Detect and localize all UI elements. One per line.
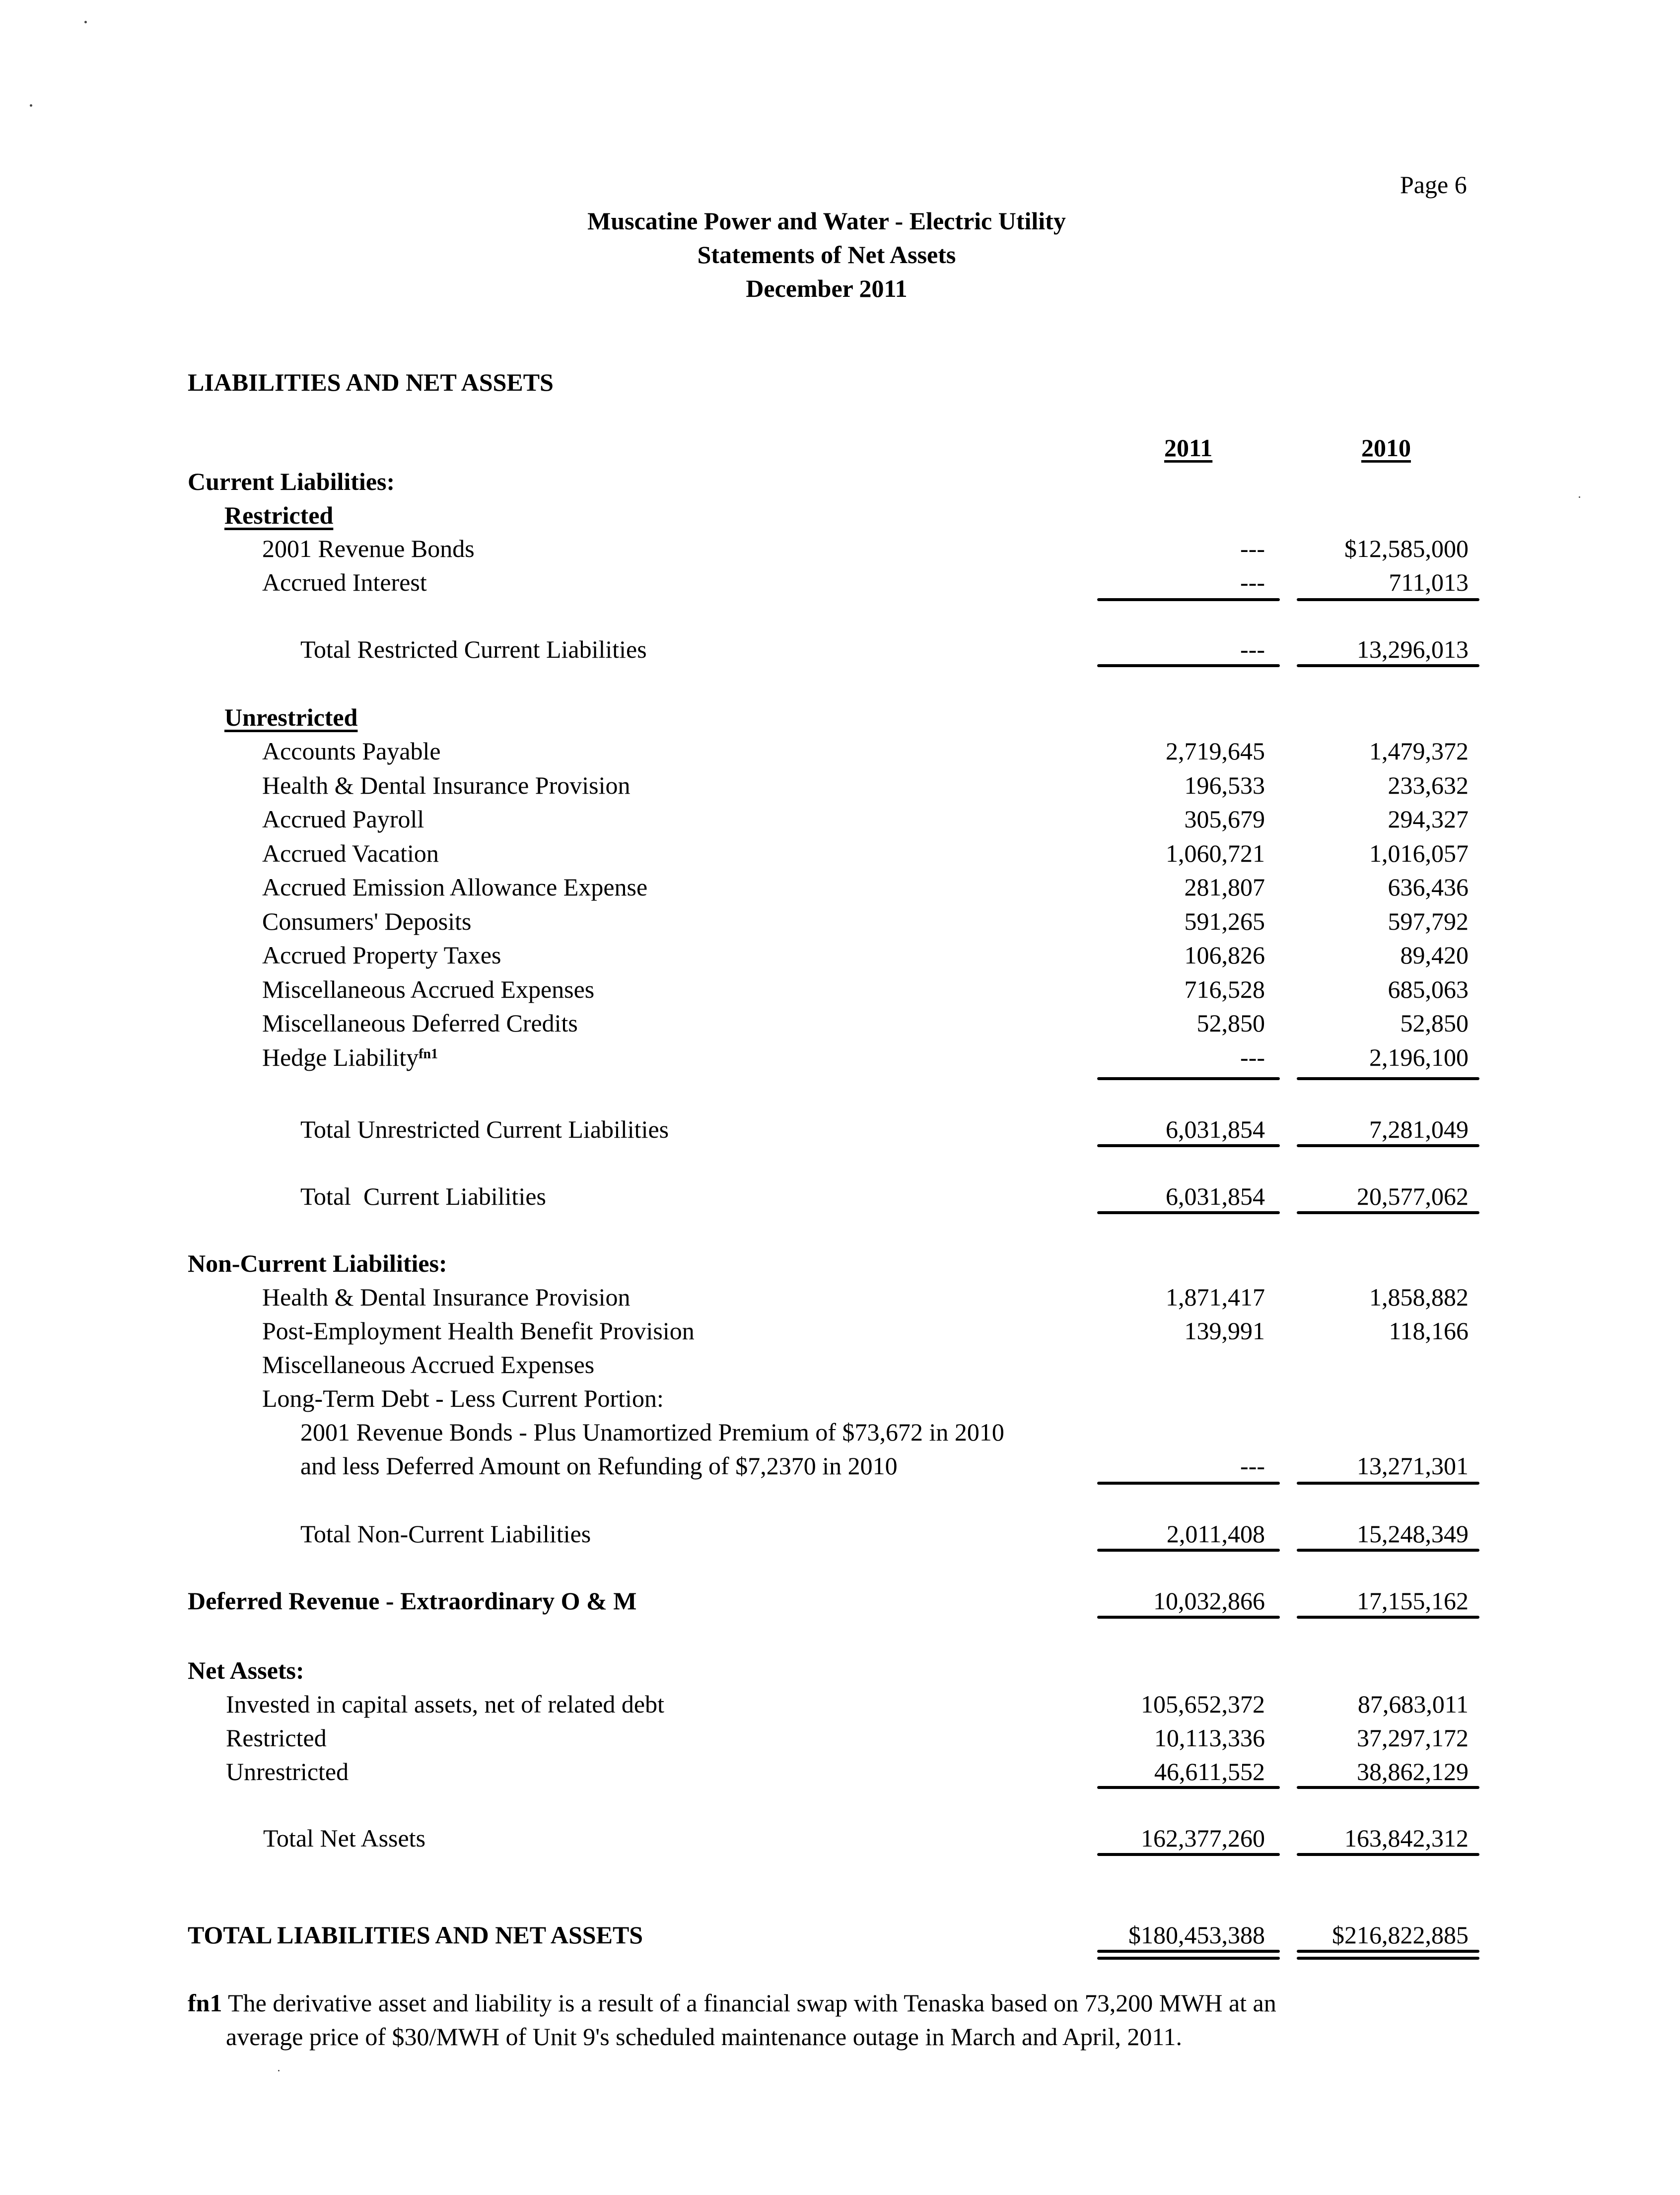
row-label	[262, 736, 441, 766]
value-2011: 1,060,721	[1166, 839, 1265, 867]
value-2010: 87,683,011	[1357, 1690, 1469, 1718]
value-2010: 711,013	[1389, 568, 1469, 596]
total-rule	[1097, 1616, 1280, 1619]
row-label	[262, 770, 630, 800]
non-current-liabilities-heading: Non-Current Liabilities:	[188, 1249, 447, 1277]
footnote-line-1: The derivative asset and liability is a result of a financial swap with Tenaska based on 73,200 MWH at an	[228, 1989, 1276, 2017]
value-2011: 591,265	[1184, 907, 1265, 935]
row-label: Accrued Interest	[262, 568, 427, 596]
value-2010: 7,281,049	[1369, 1115, 1469, 1143]
row-label	[262, 1008, 578, 1038]
subtotal-rule	[1097, 1077, 1280, 1080]
total-rule	[1097, 1549, 1280, 1552]
row-label	[262, 1282, 630, 1312]
value-2011: 10,032,866	[1153, 1587, 1265, 1615]
row-label-text: Health & Dental Insurance Provision	[262, 1283, 630, 1311]
row-label	[262, 1383, 664, 1413]
current-liabilities-heading: Current Liabilities:	[188, 468, 395, 495]
value-2010: 597,792	[1388, 907, 1469, 935]
subtotal-rule	[1097, 1482, 1280, 1485]
double-rule-bottom	[1097, 1957, 1280, 1960]
company-name: Muscatine Power and Water - Electric Utility	[587, 207, 1066, 235]
net-assets-heading: Net Assets:	[188, 1656, 304, 1684]
scan-speck	[1579, 496, 1580, 498]
row-label: Total Current Liabilities	[300, 1182, 546, 1210]
value-2011: 10,113,336	[1154, 1724, 1265, 1752]
subtotal-rule	[1297, 1077, 1479, 1080]
row-label: Deferred Revenue - Extraordinary O & M	[188, 1587, 637, 1615]
subtotal-rule	[1097, 1786, 1280, 1789]
row-label: Total Restricted Current Liabilities	[300, 635, 647, 663]
row-label	[262, 872, 647, 902]
row-label: Total Unrestricted Current Liabilities	[300, 1115, 669, 1143]
row-label-text: Accrued Emission Allowance Expense	[262, 873, 648, 901]
total-rule	[1297, 1549, 1479, 1552]
value-2010: 1,858,882	[1369, 1283, 1469, 1311]
row-label	[226, 1689, 664, 1719]
row-label-text: Accrued Payroll	[262, 805, 424, 833]
value-2011: 52,850	[1196, 1009, 1265, 1037]
value-2010: 13,271,301	[1357, 1452, 1469, 1480]
value-2011: 1,871,417	[1166, 1283, 1265, 1311]
row-label-text: Health & Dental Insurance Provision	[262, 771, 630, 799]
value-2010: 2,196,100	[1369, 1043, 1469, 1071]
scan-speck	[278, 2070, 280, 2071]
value-2010: 13,296,013	[1357, 635, 1469, 663]
row-label: TOTAL LIABILITIES AND NET ASSETS	[188, 1921, 643, 1949]
value-2010: $216,822,885	[1332, 1921, 1469, 1949]
total-rule	[1097, 1211, 1280, 1214]
row-label: Total Net Assets	[263, 1824, 426, 1852]
column-header-2010: 2010	[1361, 434, 1411, 462]
footnote	[188, 1988, 1276, 2018]
value-2011: 281,807	[1184, 873, 1265, 901]
value-2010: 118,166	[1389, 1317, 1469, 1345]
value-2011: 2,719,645	[1166, 737, 1265, 765]
total-rule	[1297, 1144, 1479, 1147]
row-label-text: Miscellaneous Accrued Expenses	[262, 1351, 595, 1378]
value-2010: 17,155,162	[1357, 1587, 1469, 1615]
row-label-text: Long-Term Debt - Less Current Portion:	[262, 1384, 664, 1412]
value-2010: 89,420	[1400, 941, 1469, 969]
value-2011: 6,031,854	[1166, 1115, 1265, 1143]
value-2011: ---	[1240, 568, 1265, 596]
value-2011: 106,826	[1184, 941, 1265, 969]
value-2010: 1,479,372	[1369, 737, 1469, 765]
report-title	[0, 206, 1680, 303]
row-label-text: Post-Employment Health Benefit Provision	[262, 1317, 695, 1345]
value-2010: 1,016,057	[1369, 839, 1469, 867]
row-label	[262, 838, 439, 868]
double-rule-top	[1297, 1950, 1479, 1953]
value-2011: 2,011,408	[1166, 1520, 1265, 1548]
value-2010: 52,850	[1400, 1009, 1469, 1037]
subtotal-rule	[1297, 1482, 1479, 1485]
value-2010: 20,577,062	[1357, 1182, 1469, 1210]
subtotal-rule	[1297, 1786, 1479, 1789]
value-2011: 139,991	[1184, 1317, 1265, 1345]
value-2011: $180,453,388	[1128, 1921, 1265, 1949]
value-2010: 37,297,172	[1357, 1724, 1469, 1752]
row-label-text: Invested in capital assets, net of related debt	[226, 1690, 665, 1718]
row-label	[262, 974, 594, 1004]
footnote-marker: fn1	[188, 1989, 222, 2017]
row-label	[262, 1316, 695, 1346]
statement-date: December 2011	[746, 274, 908, 302]
section-title: LIABILITIES AND NET ASSETS	[188, 368, 554, 396]
value-2011: 196,533	[1184, 771, 1265, 799]
value-2011: 46,611,552	[1154, 1758, 1265, 1785]
value-2011: ---	[1240, 535, 1265, 562]
row-label-text: Consumers' Deposits	[262, 907, 472, 935]
row-label	[262, 804, 424, 834]
value-2010: 294,327	[1388, 805, 1469, 833]
value-2010: $12,585,000	[1344, 535, 1469, 562]
total-rule	[1297, 1211, 1479, 1214]
column-header-2011: 2011	[1164, 434, 1213, 462]
subtotal-rule	[1097, 598, 1280, 601]
total-rule	[1297, 1616, 1479, 1619]
double-rule-bottom	[1297, 1957, 1479, 1960]
total-rule	[1097, 1853, 1280, 1856]
value-2010: 163,842,312	[1344, 1824, 1469, 1852]
row-label-text: Unrestricted	[226, 1758, 349, 1785]
value-2011: 6,031,854	[1166, 1182, 1265, 1210]
scan-speck	[30, 104, 32, 107]
value-2011: 305,679	[1184, 805, 1265, 833]
row-label	[262, 940, 501, 970]
value-2011: ---	[1240, 1452, 1265, 1480]
row-label-text: Accrued Vacation	[262, 839, 439, 867]
restricted-heading: Restricted	[224, 501, 334, 529]
total-rule	[1297, 1853, 1479, 1856]
row-label-text: Hedge Liability	[262, 1043, 419, 1071]
value-2010: 685,063	[1388, 975, 1469, 1003]
value-2011: ---	[1240, 635, 1265, 663]
value-2011: 716,528	[1184, 975, 1265, 1003]
statement-title: Statements of Net Assets	[697, 241, 956, 269]
unrestricted-heading: Unrestricted	[224, 703, 358, 731]
scan-speck	[84, 21, 87, 23]
row-label	[226, 1723, 327, 1753]
value-2010: 15,248,349	[1357, 1520, 1469, 1548]
row-label	[262, 906, 472, 936]
bond-description-line-1: 2001 Revenue Bonds - Plus Unamortized Premium of $73,672 in 2010	[300, 1418, 1004, 1446]
row-label-text: Restricted	[226, 1724, 327, 1752]
page-number: Page 6	[1400, 171, 1467, 199]
footnote-line-2: average price of $30/MWH of Unit 9's scheduled maintenance outage in March and April, 2011.	[226, 2023, 1183, 2051]
row-label: Total Non-Current Liabilities	[300, 1520, 591, 1548]
bond-description-line-2: and less Deferred Amount on Refunding of $7,2370 in 2010	[300, 1452, 898, 1480]
double-rule-top	[1097, 1950, 1280, 1953]
row-label	[262, 1042, 438, 1072]
row-label-text: Miscellaneous Deferred Credits	[262, 1009, 578, 1037]
total-rule	[1097, 1144, 1280, 1147]
value-2010: 38,862,129	[1357, 1758, 1469, 1785]
total-rule	[1097, 664, 1280, 667]
row-label	[262, 1350, 594, 1379]
row-label-text: Accounts Payable	[262, 737, 441, 765]
row-label: 2001 Revenue Bonds	[262, 535, 475, 562]
value-2011: 105,652,372	[1141, 1690, 1265, 1718]
subtotal-rule	[1297, 598, 1479, 601]
value-2010: 233,632	[1388, 771, 1469, 799]
row-label-text: Miscellaneous Accrued Expenses	[262, 975, 595, 1003]
row-label	[226, 1757, 349, 1786]
footnote-reference: fn1	[419, 1046, 438, 1062]
value-2011: 162,377,260	[1141, 1824, 1265, 1852]
row-label-text: Accrued Property Taxes	[262, 941, 501, 969]
value-2010: 636,436	[1388, 873, 1469, 901]
value-2011: ---	[1240, 1043, 1265, 1071]
total-rule	[1297, 664, 1479, 667]
